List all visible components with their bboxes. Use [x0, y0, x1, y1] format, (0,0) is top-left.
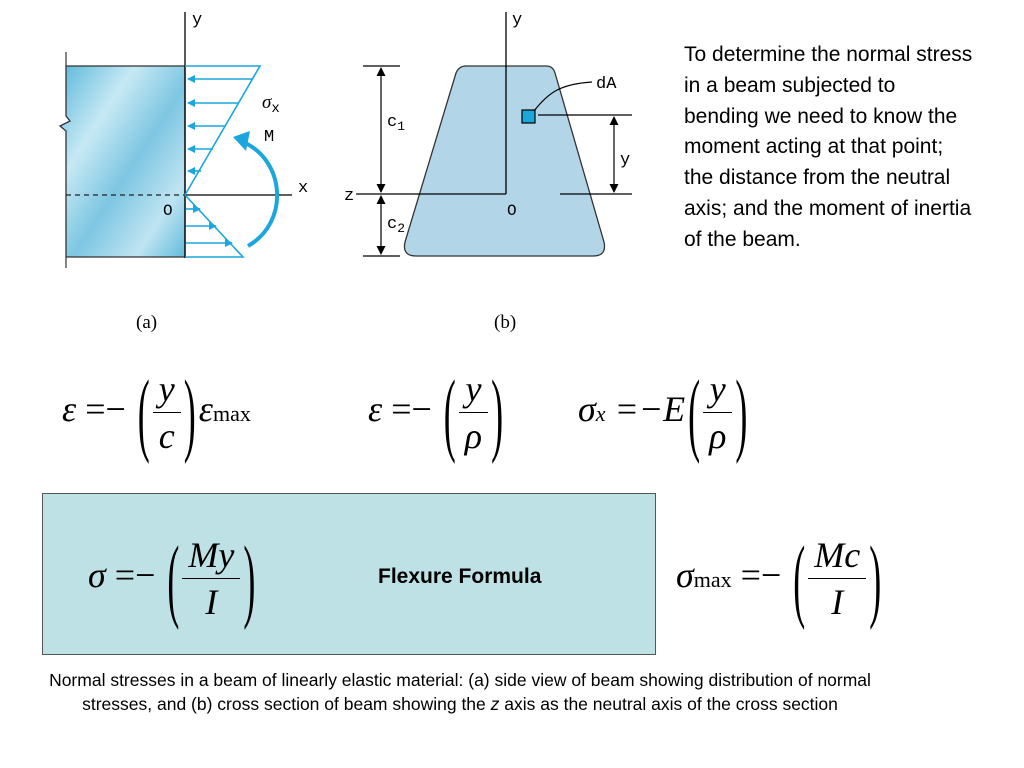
beam-side-view: [60, 66, 185, 257]
eq2-paren-right: ): [491, 360, 504, 465]
equation-flexure: [88, 526, 258, 631]
intro-paragraph: To determine the normal stress in a beam subjected to bending we need to know the moment acting at that point; the distance from the neutral axis; and the moment of inertia of the beam.: [684, 43, 973, 251]
label-y-axis: y: [192, 11, 203, 30]
moment-arc: [243, 142, 277, 246]
eq2-denominator: ρ: [464, 416, 483, 456]
panel-b: [344, 11, 632, 256]
eq5-fraction: [808, 534, 866, 623]
eq3-paren-right: ): [735, 360, 748, 465]
label-x-axis: x: [298, 179, 309, 198]
eq1-fraction: [153, 368, 181, 457]
c1-base: c: [387, 113, 398, 132]
moment-arrowhead: [233, 131, 250, 151]
equation-stress-x: [578, 360, 750, 465]
eq5-operator: =−: [740, 554, 782, 595]
eq5-paren-right: ): [869, 526, 882, 631]
label-moment: M: [264, 128, 275, 147]
eq2-fraction: [459, 368, 488, 457]
eq3-denominator: ρ: [709, 416, 727, 456]
area-element-dA: [522, 110, 535, 123]
c2-sub: 2: [397, 221, 406, 236]
eq4-fraction: [182, 534, 240, 623]
eq1-rhs-sub: max: [212, 400, 251, 426]
eq1-numerator: y: [153, 368, 181, 413]
eq3-lhs: σ: [578, 388, 596, 429]
compressive-stress-triangle: [185, 66, 260, 195]
equation-strain-rho: [368, 360, 506, 465]
caption-part2: axis as the neutral axis of the cross section: [499, 693, 838, 714]
label-c2: [387, 215, 405, 236]
eq1-paren-left: (: [137, 360, 150, 465]
eq4-denominator: I: [205, 582, 218, 622]
panel-a: [60, 11, 308, 268]
label-c1: [387, 113, 405, 134]
equation-strain-max: [62, 360, 251, 465]
eq2-lhs: ε: [368, 388, 383, 429]
eq2-paren-left: (: [443, 360, 456, 465]
eq3-operator: =−E: [614, 388, 686, 429]
eq5-lhs: σ: [676, 554, 694, 595]
caption-part1: Normal stresses in a beam of linearly elastic material: (a) side view of beam showing distribution of normal stresses, and (b) cross section of beam showing the: [49, 670, 871, 714]
label-z-axis: z: [344, 187, 355, 206]
eq3-fraction: [703, 368, 732, 457]
stress-sub: x: [271, 101, 280, 117]
beam-figure: [0, 0, 680, 340]
label-origin: O: [507, 202, 517, 220]
label-dA: dA: [596, 75, 617, 94]
caption-b: (b): [494, 312, 517, 333]
equation-stress-max: [676, 526, 884, 631]
eq2-operator: =−: [391, 388, 432, 429]
eq5-lhs-sub: max: [693, 566, 732, 592]
eq3-numerator: y: [703, 368, 732, 413]
label-y-distance: y: [620, 151, 631, 170]
eq2-numerator: y: [459, 368, 488, 413]
c1-sub: 1: [397, 119, 406, 134]
eq5-numerator: Mc: [808, 534, 866, 579]
caption-italic-z: z: [490, 693, 500, 714]
eq1-denominator: c: [158, 416, 175, 456]
eq5-paren-left: (: [793, 526, 806, 631]
eq4-paren-right: ): [243, 526, 256, 631]
caption-a: (a): [136, 312, 158, 333]
eq4-numerator: My: [182, 534, 240, 579]
eq4-paren-left: (: [167, 526, 180, 631]
figure-caption: [20, 669, 900, 716]
eq3-lhs-sub: x: [595, 400, 606, 426]
eq1-rhs: ε: [198, 388, 213, 429]
eq3-paren-left: (: [688, 360, 701, 465]
cross-section-trapezoid: [404, 66, 604, 256]
eq1-paren-right: ): [183, 360, 196, 465]
eq1-operator: =−: [85, 388, 126, 429]
label-y-axis: y: [512, 11, 523, 30]
eq4-lhs: σ: [88, 554, 106, 595]
eq5-denominator: I: [831, 582, 844, 622]
eq4-operator: =−: [114, 554, 156, 595]
stress-sigma: σ: [262, 92, 272, 113]
c2-base: c: [387, 215, 398, 234]
label-stress: [262, 92, 280, 117]
label-origin: O: [163, 202, 173, 220]
flexure-formula-label: Flexure Formula: [378, 565, 542, 588]
eq1-lhs: ε: [62, 388, 77, 429]
